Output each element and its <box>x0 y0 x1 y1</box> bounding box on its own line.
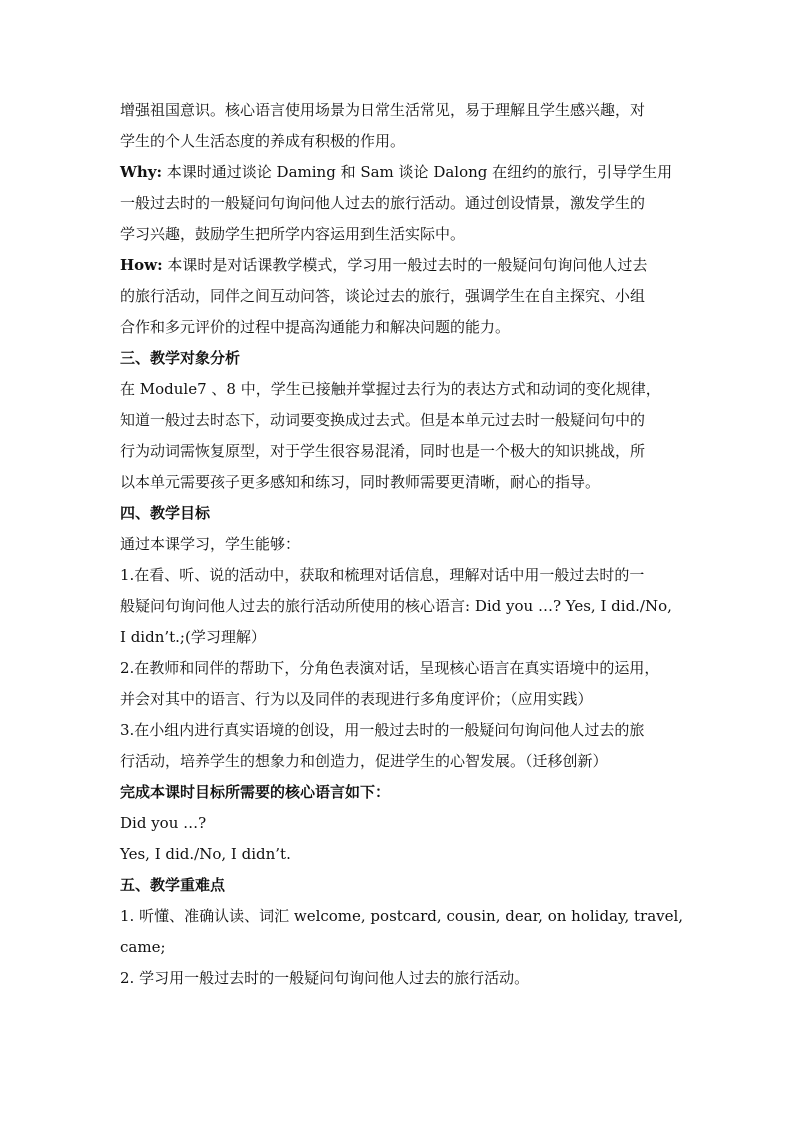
objective-line: 2.在教师和同伴的帮助下，分角色表演对话，呈现核心语言在真实语境中的运用， <box>120 659 660 677</box>
paragraph-line: 合作和多元评价的过程中提高沟通能力和解决问题的能力。 <box>120 318 511 336</box>
paragraph-line: 行为动词需恢复原型，对于学生很容易混淆，同时也是一个极大的知识挑战，所 <box>120 442 646 460</box>
paragraph-line: 的旅行活动，同伴之间互动问答，谈论过去的旅行，强调学生在自主探究、小组 <box>120 287 646 305</box>
key-point-line: 2. 学习用一般过去时的一般疑问句询问他人过去的旅行活动。 <box>120 969 530 987</box>
key-point-line: 1. 听懂、准确认读、词汇 welcome, postcard, cousin, dear, on holiday, travel, <box>120 907 684 925</box>
paragraph-line: 一般过去时的一般疑问句询问他人过去的旅行活动。通过创设情景，激发学生的 <box>120 194 646 212</box>
objective-line: 3.在小组内进行真实语境的创设，用一般过去时的一般疑问句询问他人过去的旅 <box>120 721 645 739</box>
how-text: 本课时是对话课教学模式，学习用一般过去时的一般疑问句询问他人过去 <box>162 256 648 274</box>
objective-line: 般疑问句询问他人过去的旅行活动所使用的核心语言: Did you …? Yes, I did./No, <box>120 597 672 615</box>
how-label: How: <box>120 256 163 274</box>
core-language-heading: 完成本课时目标所需要的核心语言如下： <box>120 783 391 801</box>
core-language-line: Yes, I did./No, I didn’t. <box>120 845 291 863</box>
objective-line: 行活动，培养学生的想象力和创造力，促进学生的心智发展。（迁移创新） <box>120 752 608 770</box>
paragraph-line: 学生的个人生活态度的养成有积极的作用。 <box>120 132 406 150</box>
why-line <box>120 157 680 188</box>
paragraph-line: 在 Module7 、8 中，学生已接触并掌握过去行为的表达方式和动词的变化规律， <box>120 380 661 398</box>
document-page <box>120 95 684 994</box>
why-text: 本课时通过谈论 Daming 和 Sam 谈论 Dalong 在纽约的旅行，引导学生用 <box>162 163 673 181</box>
why-label: Why: <box>120 163 163 181</box>
objective-line: I didn’t.;(学习理解） <box>120 628 266 646</box>
key-point-line: came; <box>120 938 166 956</box>
paragraph-line: 知道一般过去时态下，动词要变换成过去式。但是本单元过去时一般疑问句中的 <box>120 411 646 429</box>
paragraph-line: 通过本课学习，学生能够： <box>120 535 301 553</box>
paragraph-line: 学习兴趣，鼓励学生把所学内容运用到生活实际中。 <box>120 225 466 243</box>
section-heading: 五、教学重难点 <box>120 876 226 894</box>
core-language-line: Did you …? <box>120 814 207 832</box>
how-line <box>120 250 680 281</box>
paragraph-line: 增强祖国意识。核心语言使用场景为日常生活常见，易于理解且学生感兴趣，对 <box>120 101 646 119</box>
objective-line: 并会对其中的语言、行为以及同伴的表现进行多角度评价；（应用实践） <box>120 690 593 708</box>
section-heading: 四、教学目标 <box>120 504 211 522</box>
section-heading: 三、教学对象分析 <box>120 349 241 367</box>
paragraph-line: 以本单元需要孩子更多感知和练习，同时教师需要更清晰，耐心的指导。 <box>120 473 601 491</box>
objective-line: 1.在看、听、说的活动中，获取和梳理对话信息，理解对话中用一般过去时的一 <box>120 566 645 584</box>
